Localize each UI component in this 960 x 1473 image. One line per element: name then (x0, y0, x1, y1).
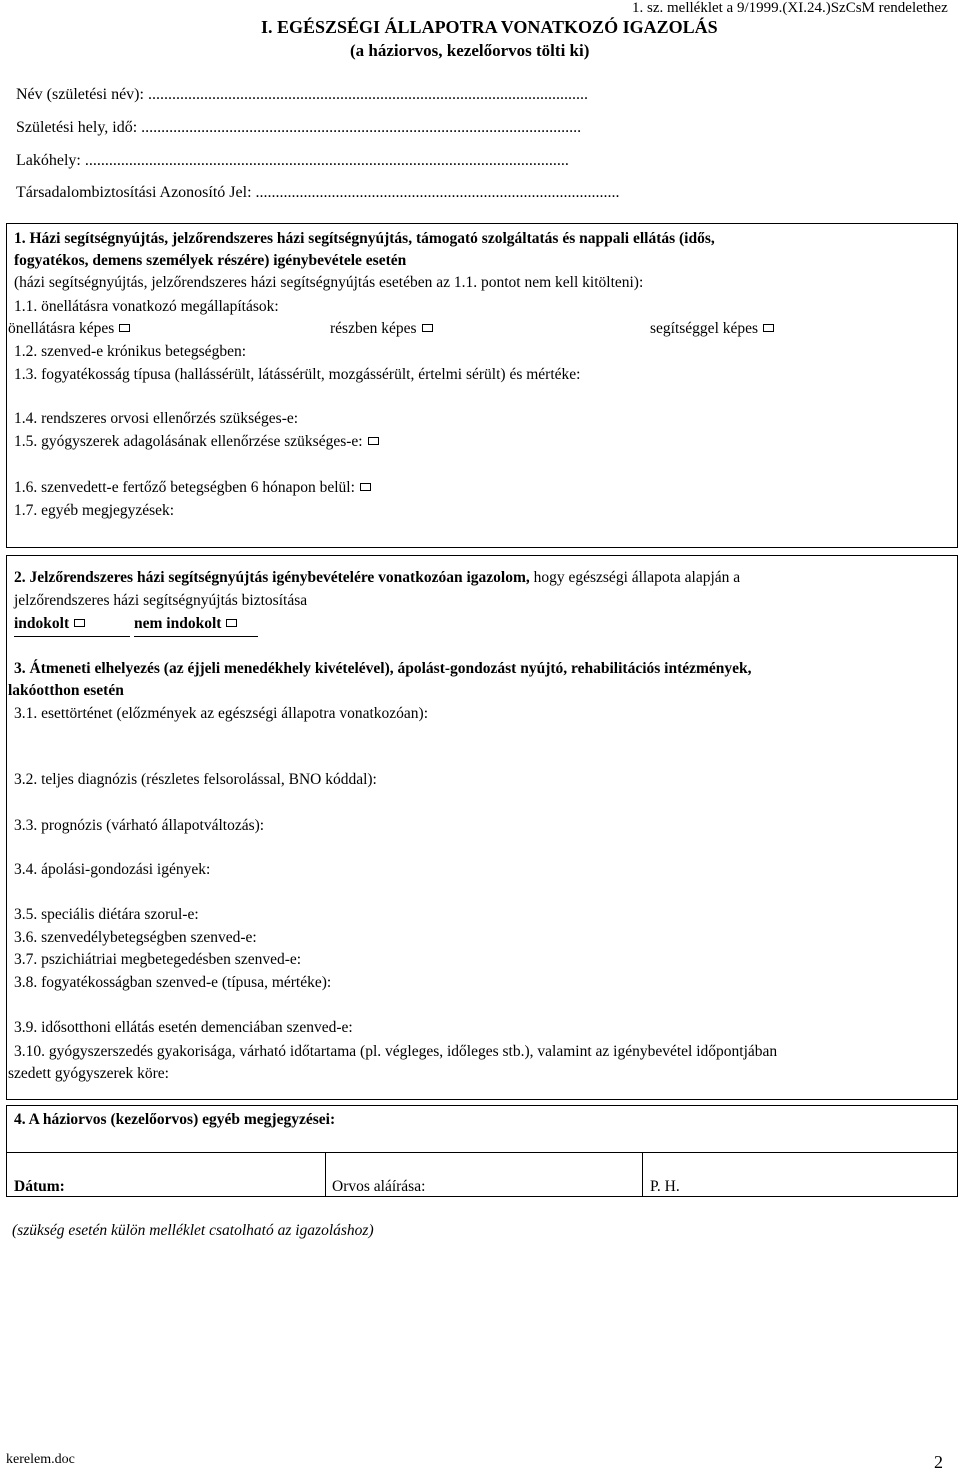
checkbox-icon[interactable] (763, 324, 774, 332)
page-title: I. EGÉSZSÉGI ÁLLAPOTRA VONATKOZÓ IGAZOLÁS (261, 17, 718, 37)
q-1-3-label: 1.3. fogyatékosság típusa (hallássérült, látássérült, mozgássérült, értelmi sérült) és mértéke: (14, 366, 581, 383)
section-2-line2: jelzőrendszeres házi segítségnyújtás biztosítása (14, 592, 308, 609)
page-number: 2 (934, 1452, 943, 1472)
footnote: (szükség esetén külön melléklet csatolható az igazoláshoz) (12, 1222, 374, 1239)
q-3-6-label: 3.6. szenvedélybetegségben szenved-e: (14, 929, 257, 946)
q-1-5-label: 1.5. gyógyszerek adagolásának ellenőrzése szükséges-e: (14, 433, 363, 450)
option-not-justified[interactable] (134, 615, 237, 633)
doctor-signature-label[interactable]: Orvos aláírása: (332, 1178, 426, 1195)
q-3-1-label: 3.1. esettörténet (előzmények az egészségi állapotra vonatkozóan): (14, 705, 429, 722)
section-3-heading-line1: 3. Átmeneti elhelyezés (az éjjeli menedékhely kivételével), ápolást-gondozást nyújtó, rehabilitációs intézmények, (14, 660, 752, 677)
divider (642, 1153, 643, 1197)
signature-row (6, 1153, 958, 1197)
page-subtitle: (a háziorvos, kezelőorvos tölti ki) (350, 41, 590, 60)
section-3-heading-line2: lakóotthon esetén (8, 682, 124, 699)
q-3-8-label: 3.8. fogyatékosságban szenved-e (típusa, mértéke): (14, 974, 332, 991)
checkbox-icon[interactable] (74, 619, 85, 627)
option-justified[interactable] (14, 615, 85, 633)
divider (325, 1153, 326, 1197)
section-1-heading-line2: fogyatékos, demens személyek részére) igénybevétele esetén (14, 252, 407, 269)
checkbox-icon[interactable] (119, 324, 130, 332)
checkbox-icon[interactable] (368, 437, 379, 445)
q-1-5-row[interactable] (14, 433, 379, 451)
section-1-note: (házi segítségnyújtás, jelzőrendszeres házi segítségnyújtás esetében az 1.1. pontot nem kell kitölteni): (14, 274, 644, 291)
q-1-1-label: 1.1. önellátásra vonatkozó megállapítások: (14, 298, 279, 315)
footer-filename: kerelem.doc (6, 1452, 75, 1467)
birth-place-date-field[interactable]: Születési hely, idő: .............................................................................................................. (16, 119, 582, 136)
q-3-3-label: 3.3. prognózis (várható állapotváltozás): (14, 817, 265, 834)
option-capable-with-help-label: segítséggel képes (650, 320, 759, 337)
name-field[interactable]: Név (születési név): .............................................................................................................. (16, 86, 588, 103)
q-3-7-label: 3.7. pszichiátriai megbetegedésben szenved-e: (14, 951, 302, 968)
underline (14, 636, 130, 637)
q-3-10-label-line2: szedett gyógyszerek köre: (8, 1065, 169, 1082)
annex-reference: 1. sz. melléklet a 9/1999.(XI.24.)SzCsM rendelethez (632, 0, 948, 16)
option-self-sufficient-label: önellátásra képes (8, 320, 115, 337)
checkbox-icon[interactable] (422, 324, 433, 332)
option-capable-with-help[interactable] (650, 320, 774, 338)
q-1-6-row[interactable] (14, 479, 371, 497)
underline (134, 636, 258, 637)
q-1-4-label: 1.4. rendszeres orvosi ellenőrzés szükséges-e: (14, 410, 299, 427)
section-2-heading-bold: 2. Jelzőrendszeres házi segítségnyújtás igénybevételére vonatkozóan igazolom, (14, 569, 530, 586)
option-self-sufficient[interactable] (8, 320, 130, 338)
section-4-heading: 4. A háziorvos (kezelőorvos) egyéb megjegyzései: (14, 1111, 336, 1128)
q-3-10-label-line1: 3.10. gyógyszerszedés gyakorisága, várható időtartama (pl. végleges, időleges stb.), valamint az igénybevétel időpontjában (14, 1043, 778, 1060)
q-3-4-label: 3.4. ápolási-gondozási igények: (14, 861, 211, 878)
q-1-2-label: 1.2. szenved-e krónikus betegségben: (14, 343, 247, 360)
section-1-box (6, 223, 958, 548)
section-2-heading-rest: hogy egészségi állapota alapján a (529, 569, 741, 586)
section-1-heading-line1: 1. Házi segítségnyújtás, jelzőrendszeres házi segítségnyújtás, támogató szolgáltatás és nappali ellátás (idős, (14, 230, 715, 247)
stamp-label: P. H. (650, 1178, 680, 1195)
q-3-9-label: 3.9. idősotthoni ellátás esetén demenciában szenved-e: (14, 1019, 353, 1036)
social-security-id-field[interactable]: Társadalombiztosítási Azonosító Jel: ........................................................................................... (16, 184, 620, 201)
checkbox-icon[interactable] (226, 619, 237, 627)
date-label[interactable]: Dátum: (14, 1178, 65, 1195)
checkbox-icon[interactable] (360, 483, 371, 491)
q-1-7-label: 1.7. egyéb megjegyzések: (14, 502, 175, 519)
option-partially-capable-label: részben képes (330, 320, 417, 337)
option-not-justified-label: nem indokolt (134, 615, 222, 632)
section-2-heading (14, 569, 740, 587)
q-3-5-label: 3.5. speciális diétára szorul-e: (14, 906, 199, 923)
residence-field[interactable]: Lakóhely: ......................................................................................................................... (16, 152, 569, 169)
option-partially-capable[interactable] (330, 320, 433, 338)
q-1-6-label: 1.6. szenvedett-e fertőző betegségben 6 hónapon belül: (14, 479, 355, 496)
q-3-2-label: 3.2. teljes diagnózis (részletes felsorolással, BNO kóddal): (14, 771, 377, 788)
option-justified-label: indokolt (14, 615, 70, 632)
